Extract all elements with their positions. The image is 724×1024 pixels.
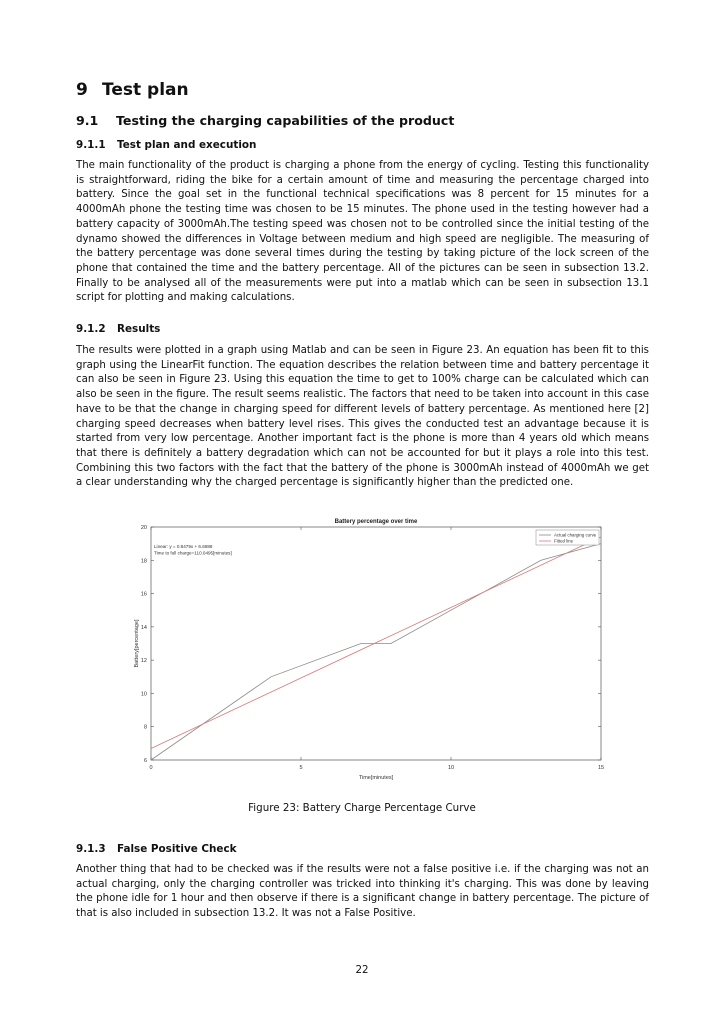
y-tick-label: 14 (140, 624, 147, 631)
y-tick-label: 6 (143, 758, 147, 764)
subsubsection-heading-912 (76, 323, 160, 335)
subsubsection-title: False Positive Check (117, 843, 237, 855)
annotation-text: Time to full charge=110.0495[minutes] (154, 550, 232, 556)
battery-chart (124, 514, 614, 780)
paragraph-false-positive: Another thing that had to be checked was if the results were not a false positive i.e. if the charging was not an actual charging, only the charging controller was tricked into thinking it's charging. This was done by leaving the phone idle for 1 hour and then observe if there is a significant change in battery percentage. The picture of that is also included in subsection 13.2. It was not a False Positive. (76, 864, 649, 920)
section-title: Test plan (102, 80, 189, 100)
subsubsection-title: Results (117, 323, 161, 335)
y-tick-label: 18 (140, 558, 147, 565)
subsection-number: 9.1 (76, 113, 99, 128)
y-tick-label: 16 (140, 591, 147, 598)
subsubsection-number: 9.1.3 (76, 843, 106, 855)
subsubsection-number: 9.1.1 (76, 139, 106, 151)
y-tick-label: 20 (140, 525, 147, 531)
paragraph-test-plan: The main functionality of the product is charging a phone from the energy of cycling. Testing this functionality is straightforward, riding the bike for a certain amount of time and measuring the percentage charged into battery. Since the goal set in the functional technical specifications was 8 percent for 15 minutes for a 4000mAh phone the testing time was chosen to be 15 minutes. The phone used in the testing however had a battery capacity of 3000mAh.The testing speed was chosen not to be controlled since the initial testing of the dynamo showed the differences in Voltage between medium and high speed are negligible. The measuring of the battery percentage was done several times during the testing by taking picture of the lock screen of the phone that contained the time and the battery percentage. All of the pictures can be seen in subsection 13.2. Finally to be analysed all of the measurements were put into a matlab which can be seen in subsection 13.1 script for plotting and making calculations. (76, 160, 649, 304)
subsubsection-number: 9.1.2 (76, 323, 106, 335)
x-tick-label: 10 (447, 765, 455, 771)
x-axis-label: Time[minutes] (358, 775, 394, 780)
figure-caption: Figure 23: Battery Charge Percentage Curve (248, 802, 476, 814)
legend-label: Actual charging curve (554, 532, 597, 538)
subsection-heading (76, 113, 454, 128)
x-tick-label: 15 (597, 765, 605, 771)
section-heading (76, 80, 189, 100)
subsubsection-title: Test plan and execution (117, 139, 257, 151)
x-tick-label: 5 (299, 765, 303, 771)
chart-title: Battery percentage over time (334, 519, 418, 525)
annotation-text: Linear: y = 0.8479x + 6.6888 (154, 544, 213, 549)
subsubsection-heading-911 (76, 139, 256, 151)
paragraph-results: The results were plotted in a graph using Matlab and can be seen in Figure 23. An equation has been fit to this graph using the LinearFit function. The equation describes the relation between time and battery percentage it can also be seen in Figure 23. Using this equation the time to get to 100% charge can be calculated which can also be seen in the figure. The result seems realistic. The factors that need to be taken into account in this case have to be that the change in charging speed for different levels of battery percentage. As mentioned here [2] charging speed decreases when battery level rises. This gives the conducted test an advantage because it is started from very low percentage. Another important fact is the phone is more than 4 years old which means that there is definitely a battery degradation which can not be accounted for but it plays a role into this test. Combining this two factors with the fact that the battery of the phone is 3000mAh instead of 4000mAh we get a clear understanding why the charged percentage is significantly higher than the predicted one. (76, 345, 649, 489)
y-tick-label: 10 (140, 691, 147, 698)
subsubsection-heading-913 (76, 843, 237, 855)
y-axis-label: Battery[percentage] (134, 619, 140, 668)
subsection-title: Testing the charging capabilities of the product (116, 113, 455, 128)
y-tick-label: 12 (140, 658, 147, 665)
legend-label: Fitted line (554, 538, 574, 544)
page-number: 22 (355, 964, 369, 976)
x-tick-label: 0 (149, 765, 153, 771)
y-tick-label: 8 (143, 724, 147, 731)
section-number: 9 (76, 80, 88, 100)
